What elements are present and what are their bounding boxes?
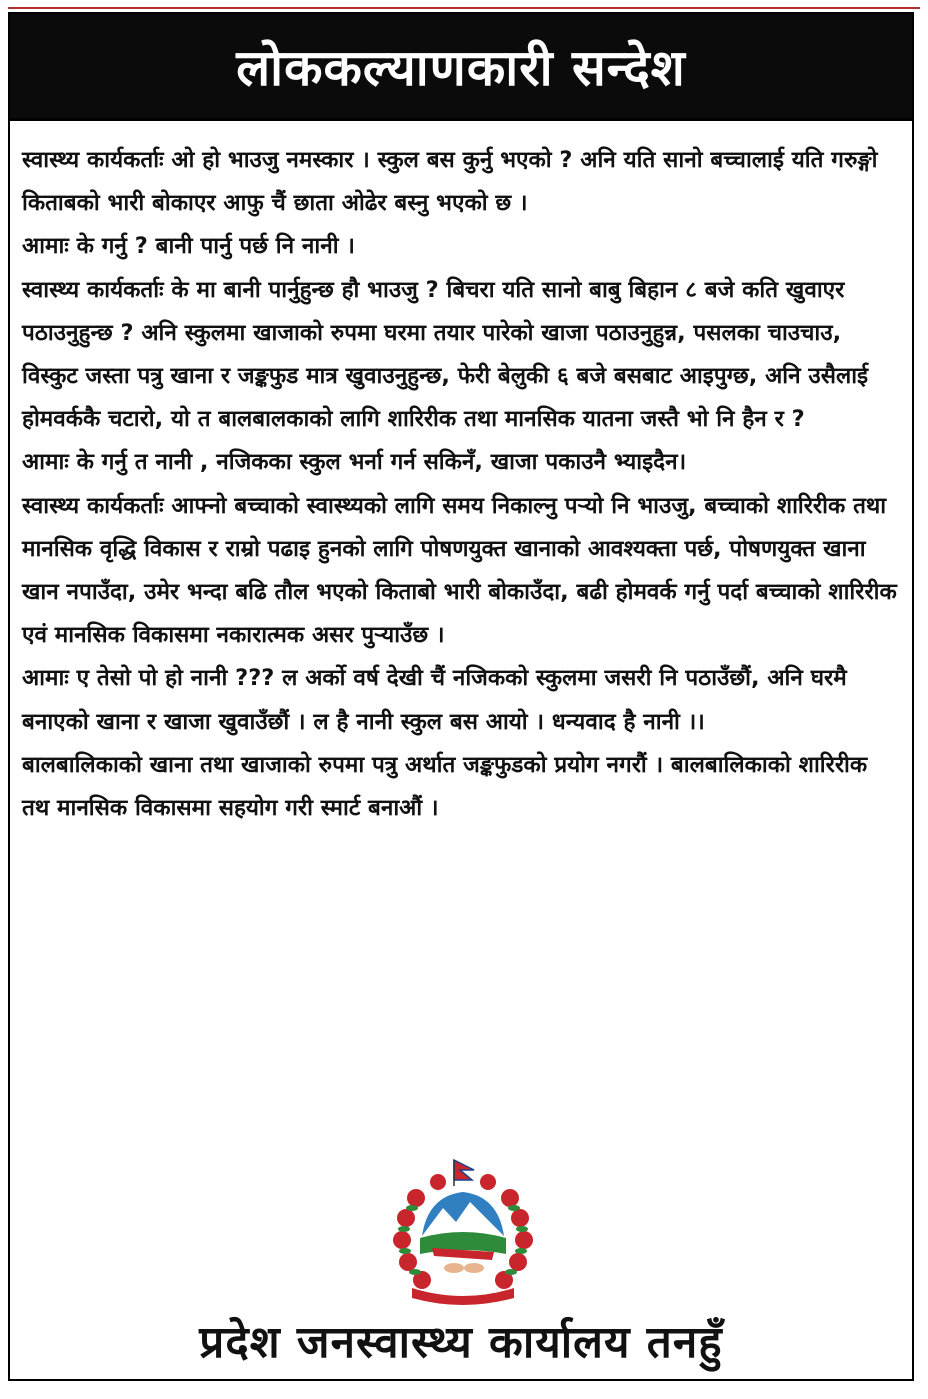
- dialogue-paragraph: आमाः ए तेसो पो हो नानी ??? ल अर्को वर्ष देखी चैं नजिकको स्कुलमा जसरी नि पठाउँछौं, अनि घरमै बनाएको खाना र खाजा खुवाउँछौं । ल है नानी स्कुल बस आयो । धन्यवाद है नानी ।।: [22, 665, 847, 735]
- top-red-rule: [8, 7, 920, 9]
- notice-title: लोककल्याणकारी सन्देश: [236, 39, 686, 97]
- notice-body: [22, 139, 902, 830]
- banner-divider: [10, 118, 912, 121]
- closing-message: बालबालिकाको खाना तथा खाजाको रुपमा पत्रु अर्थात जङ्कफुडको प्रयोग नगरौं । बालबालिकाको शारिरीक तथ मानसिक विकासमा सहयोग गरी स्मार्ट बनाऔं ।: [22, 751, 868, 822]
- title-banner: [10, 14, 912, 118]
- dialogue-paragraph: आमाः के गर्नु ? बानी पार्नु पर्छ नि नानी ।: [22, 233, 355, 260]
- notice-frame: [8, 12, 914, 1381]
- nepal-government-emblem-icon: [388, 1156, 538, 1308]
- dialogue-paragraph: आमाः के गर्नु त नानी , नजिकका स्कुल भर्ना गर्न सकिनँ, खाजा पकाउनै भ्याइदैन।: [22, 449, 687, 476]
- dialogue-paragraph: स्वास्थ्य कार्यकर्ताः के मा बानी पार्नुहुन्छ हौ भाउजु ? बिचरा यति सानो बाबु बिहान ८ बजे कति खुवाएर पठाउनुहुन्छ ? अनि स्कुलमा खाजाको रुपमा घरमा तयार पारेको खाजा पठाउनुहुन्न, पसलका चाउचाउ, विस्कुट जस्ता पत्रु खाना र जङ्कफुड मात्र खुवाउनुहुन्छ, फेरी बेलुकी ६ बजे बसबाट आइपुग्छ, अनि उसैलाई होमवर्ककै चटारो, यो त बालबालकाको लागि शारिरीक तथा मानसिक यातना जस्तै भो नि हैन र ?: [22, 276, 869, 433]
- dialogue-paragraph: स्वास्थ्य कार्यकर्ताः ओ हो भाउजु नमस्कार । स्कुल बस कुर्नु भएको ? अनि यति सानो बच्चालाई यति गरुङ्गो किताबको भारी बोकाएर आफु चैं छाता ओढेर बस्नु भएको छ ।: [22, 147, 878, 217]
- dialogue-paragraph: स्वास्थ्य कार्यकर्ताः आफ्नो बच्चाको स्वास्थ्यको लागि समय निकाल्नु पर्‍यो नि भाउजु, बच्चाको शारिरीक तथा मानसिक वृद्धि विकास र राम्रो पढाइ हुनको लागि पोषणयुक्त खानाको आवश्यक्ता पर्छ, पोषणयुक्त खाना खान नपाउँदा, उमेर भन्दा बढि तौल भएको किताबो भारी बोकाउँदा, बढी होमवर्क गर्नु पर्दा बच्चाको शारिरीक एवं मानसिक विकासमा नकारात्मक असर पुर्‍याउँछ ।: [22, 492, 897, 649]
- office-name: प्रदेश जनस्वास्थ्य कार्यालय तनहुँ: [199, 1317, 723, 1368]
